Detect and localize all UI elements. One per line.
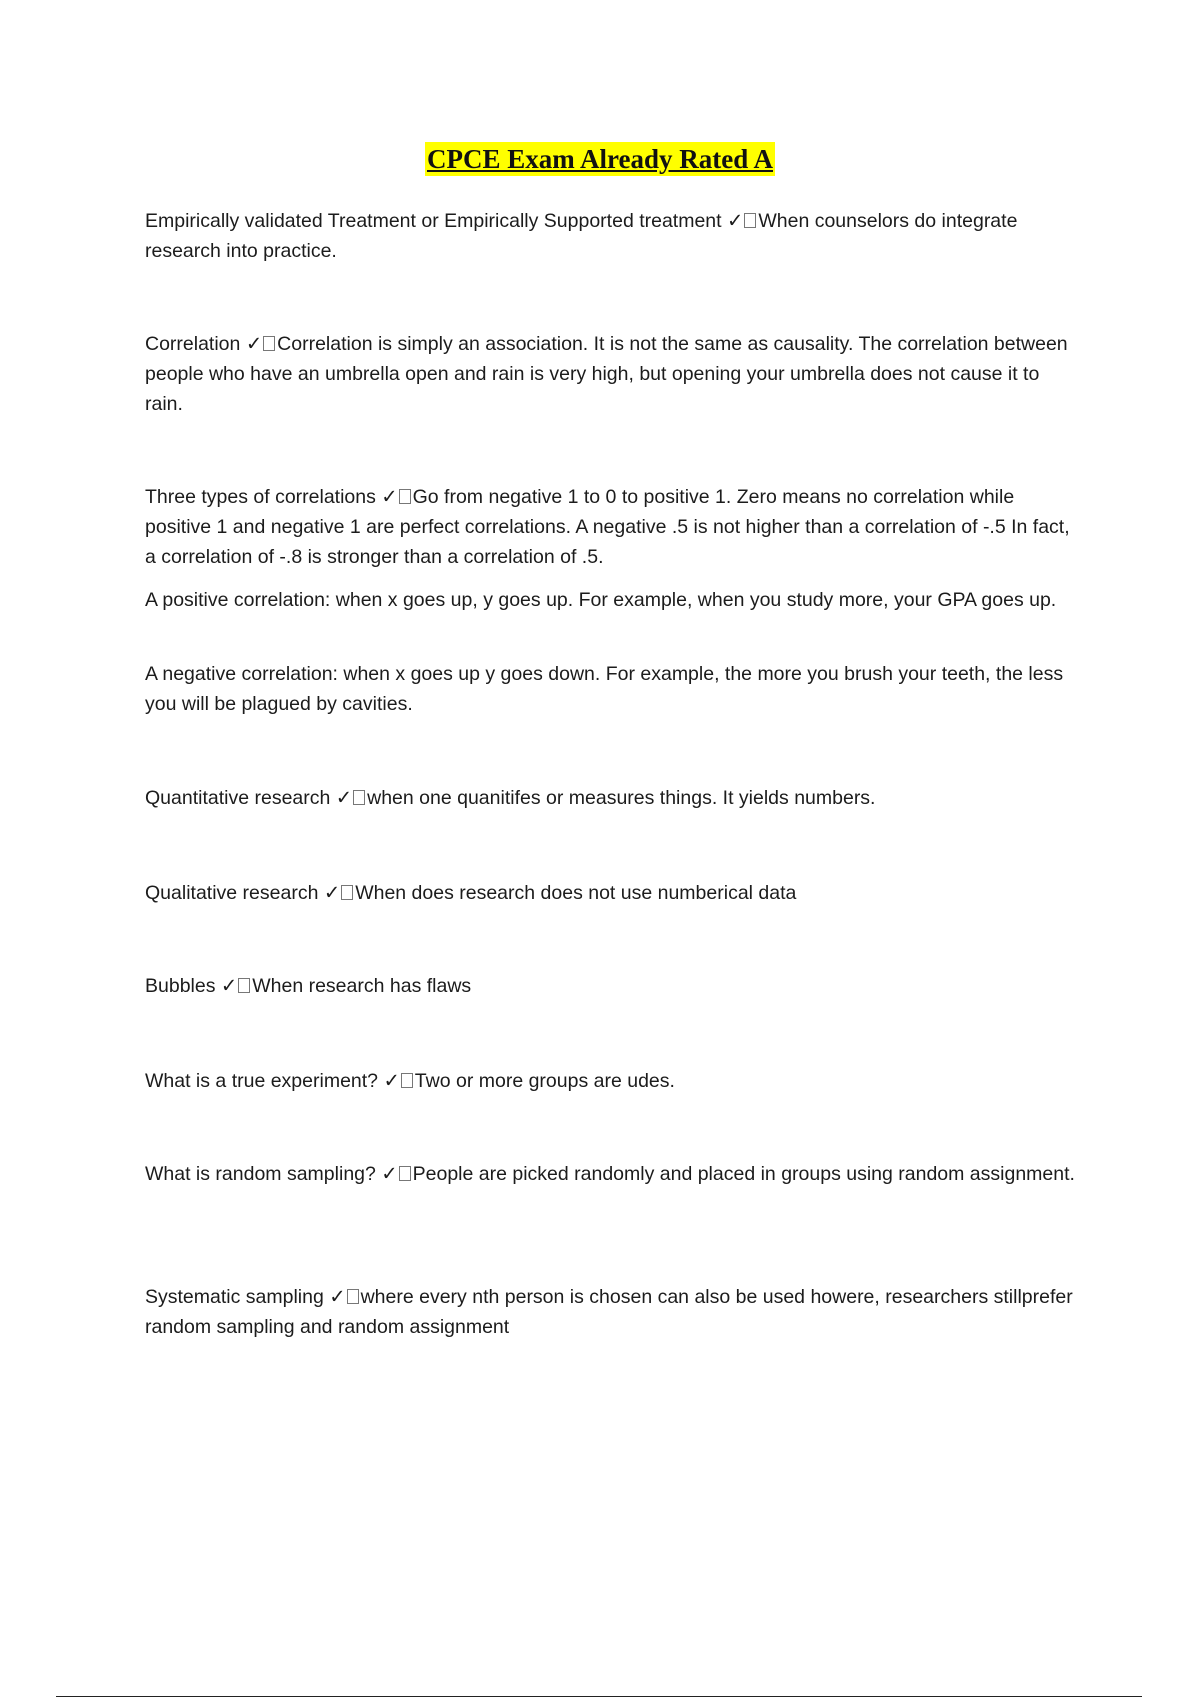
- flashcard-item: [145, 1282, 1075, 1342]
- check-icon: ✓: [335, 787, 353, 809]
- check-icon: ✓: [383, 1070, 400, 1092]
- check-icon: ✓: [329, 1286, 346, 1308]
- item-definition: When does research does not use numberical data: [355, 882, 797, 904]
- empty-box-icon: [341, 885, 353, 900]
- item-term: Empirically validated Treatment or Empirically Supported treatment: [145, 210, 722, 232]
- item-term: Systematic sampling: [145, 1286, 324, 1308]
- flashcard-item: [145, 783, 1075, 813]
- check-icon: ✓: [220, 975, 238, 997]
- title-container: [0, 142, 1200, 176]
- item-definition: When counselors do integrate research into practice.: [145, 210, 1018, 262]
- check-icon: ✓: [727, 210, 744, 232]
- document-title: CPCE Exam Already Rated A: [426, 144, 773, 174]
- item-term: Qualitative research: [145, 882, 319, 904]
- check-icon: ✓: [381, 1163, 398, 1185]
- paragraph-positive-correlation: A positive correlation: when x goes up, y goes up. For example, when you study more, your GPA goes up.: [145, 589, 1057, 611]
- check-icon: ✓: [381, 486, 398, 508]
- item-definition: when one quanitifes or measures things. It yields numbers.: [367, 787, 876, 809]
- check-icon: ✓: [245, 333, 263, 355]
- item-definition: where every nth person is chosen can also be used howere, researchers stillprefer random sampling and random assignment: [145, 1286, 1073, 1338]
- flashcard-item: [145, 329, 1075, 419]
- empty-box-icon: [238, 978, 250, 993]
- flashcard-item: [145, 878, 1075, 908]
- flashcard-item: [145, 971, 1075, 1001]
- item-definition: Go from negative 1 to 0 to positive 1. Zero means no correlation while positive 1 and negative 1 are perfect correlations. A negative .5 is not higher than a correlation of -.5 In fact, a correlation of -.8 is stronger than a correlation of .5.: [145, 486, 1070, 568]
- empty-box-icon: [399, 489, 411, 504]
- empty-box-icon: [353, 790, 365, 805]
- flashcard-item: [145, 1159, 1075, 1189]
- item-definition: Two or more groups are udes.: [414, 1070, 675, 1092]
- item-term: What is random sampling?: [145, 1163, 376, 1185]
- empty-box-icon: [399, 1166, 411, 1181]
- empty-box-icon: [347, 1289, 359, 1304]
- item-term: What is a true experiment?: [145, 1070, 379, 1092]
- item-definition: When research has flaws: [252, 975, 472, 997]
- flashcard-item: [145, 1066, 1075, 1096]
- item-definition: People are picked randomly and placed in groups using random assignment.: [412, 1163, 1075, 1185]
- flashcard-item: [145, 206, 1075, 266]
- item-definition: Correlation is simply an association. It is not the same as causality. The correlation between people who have an umbrella open and rain is very high, but opening your umbrella does not cause it to rain.: [145, 333, 1068, 415]
- item-term: Correlation: [145, 333, 241, 355]
- empty-box-icon: [744, 213, 756, 228]
- paragraph-negative-correlation: A negative correlation: when x goes up y goes down. For example, the more you brush your teeth, the less you will be plagued by cavities.: [145, 663, 1064, 715]
- item-term: Quantitative research: [145, 787, 331, 809]
- empty-box-icon: [401, 1073, 413, 1088]
- item-term: Three types of correlations: [145, 486, 376, 508]
- item-term: Bubbles: [145, 975, 216, 997]
- footer-divider: [56, 1696, 1142, 1697]
- flashcard-item: [145, 482, 1075, 572]
- check-icon: ✓: [323, 882, 341, 904]
- empty-box-icon: [263, 336, 275, 351]
